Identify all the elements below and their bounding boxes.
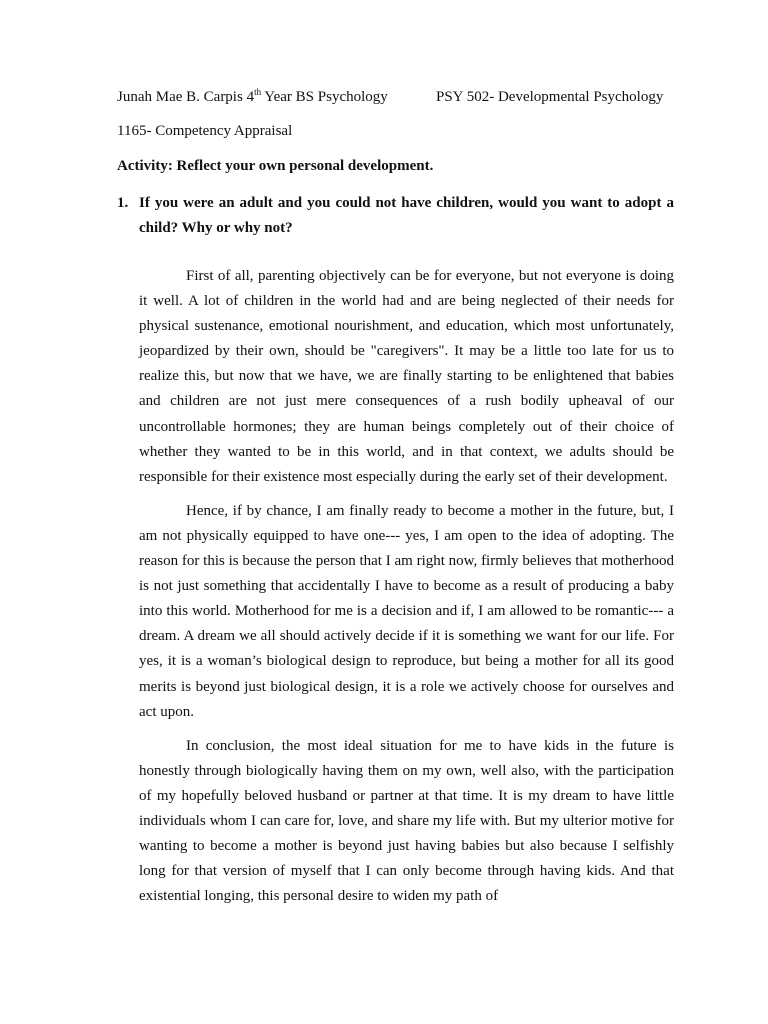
answer-paragraph-2: Hence, if by chance, I am finally ready to become a mother in the future, but, I am not physically equipped to have one--- yes, I am open to the idea of adopting. The reason for this is because the person that I am right now, firmly believes that motherhood is not just something that accidentally I have to become as a result of producing a baby into this world. Motherhood for me is a decision and if, I am allowed to be romantic--- a dream. A dream we all should actively decide if it is something we want for our life. For yes, it is a woman’s biological design to reproduce, but being a mother for all its good merits is beyond just biological design, it is a role we actively choose for ourselves and act upon. bbox=[139, 502, 674, 720]
author-name: Junah Mae B. Carpis 4 bbox=[117, 89, 255, 105]
question-item bbox=[117, 191, 674, 241]
question-text: If you were an adult and you could not have children, would you want to adopt a child? Why or why not? bbox=[139, 195, 674, 236]
answer-paragraph-3: In conclusion, the most ideal situation for me to have kids in the future is honestly through biologically having them on my own, well also, with the participation of my hopefully beloved husband or partner at that time. It is my dream to have little individuals whom I can care for, love, and share my life with. But my ulterior motive for wanting to become a mother is beyond just having babies but also because I selfishly long for that version of myself that I can only become through having kids. And that existential longing, this personal desire to widen my path of bbox=[139, 737, 674, 905]
answer-paragraph-1: First of all, parenting objectively can be for everyone, but not everyone is doing it well. A lot of children in the world had and are being neglected of their needs for physical sustenance, emotional nourishment, and education, which most unfortunately, jeopardized by their own, should be "caregivers". It may be a little too late for us to realize this, but now that we have, we are finally starting to be enlightened that babies and children are not just mere consequences of a rush bodily upheaval of our uncontrollable hormones; they are human beings completely out of their choice of whether they wanted to be in this world, and in that context, we adults should be responsible for their existence most especially during the early set of their development. bbox=[139, 268, 674, 485]
activity-heading: Activity: Reflect your own personal development. bbox=[117, 158, 434, 174]
competency-appraisal-line: 1165- Competency Appraisal bbox=[117, 123, 293, 139]
year-ordinal-suffix: th bbox=[254, 87, 262, 97]
document-header bbox=[117, 87, 677, 107]
answer-body bbox=[139, 264, 674, 918]
question-number: 1. bbox=[117, 195, 129, 211]
program-name: Year BS Psychology bbox=[261, 89, 388, 105]
course-title: PSY 502- Developmental Psychology bbox=[436, 89, 664, 105]
